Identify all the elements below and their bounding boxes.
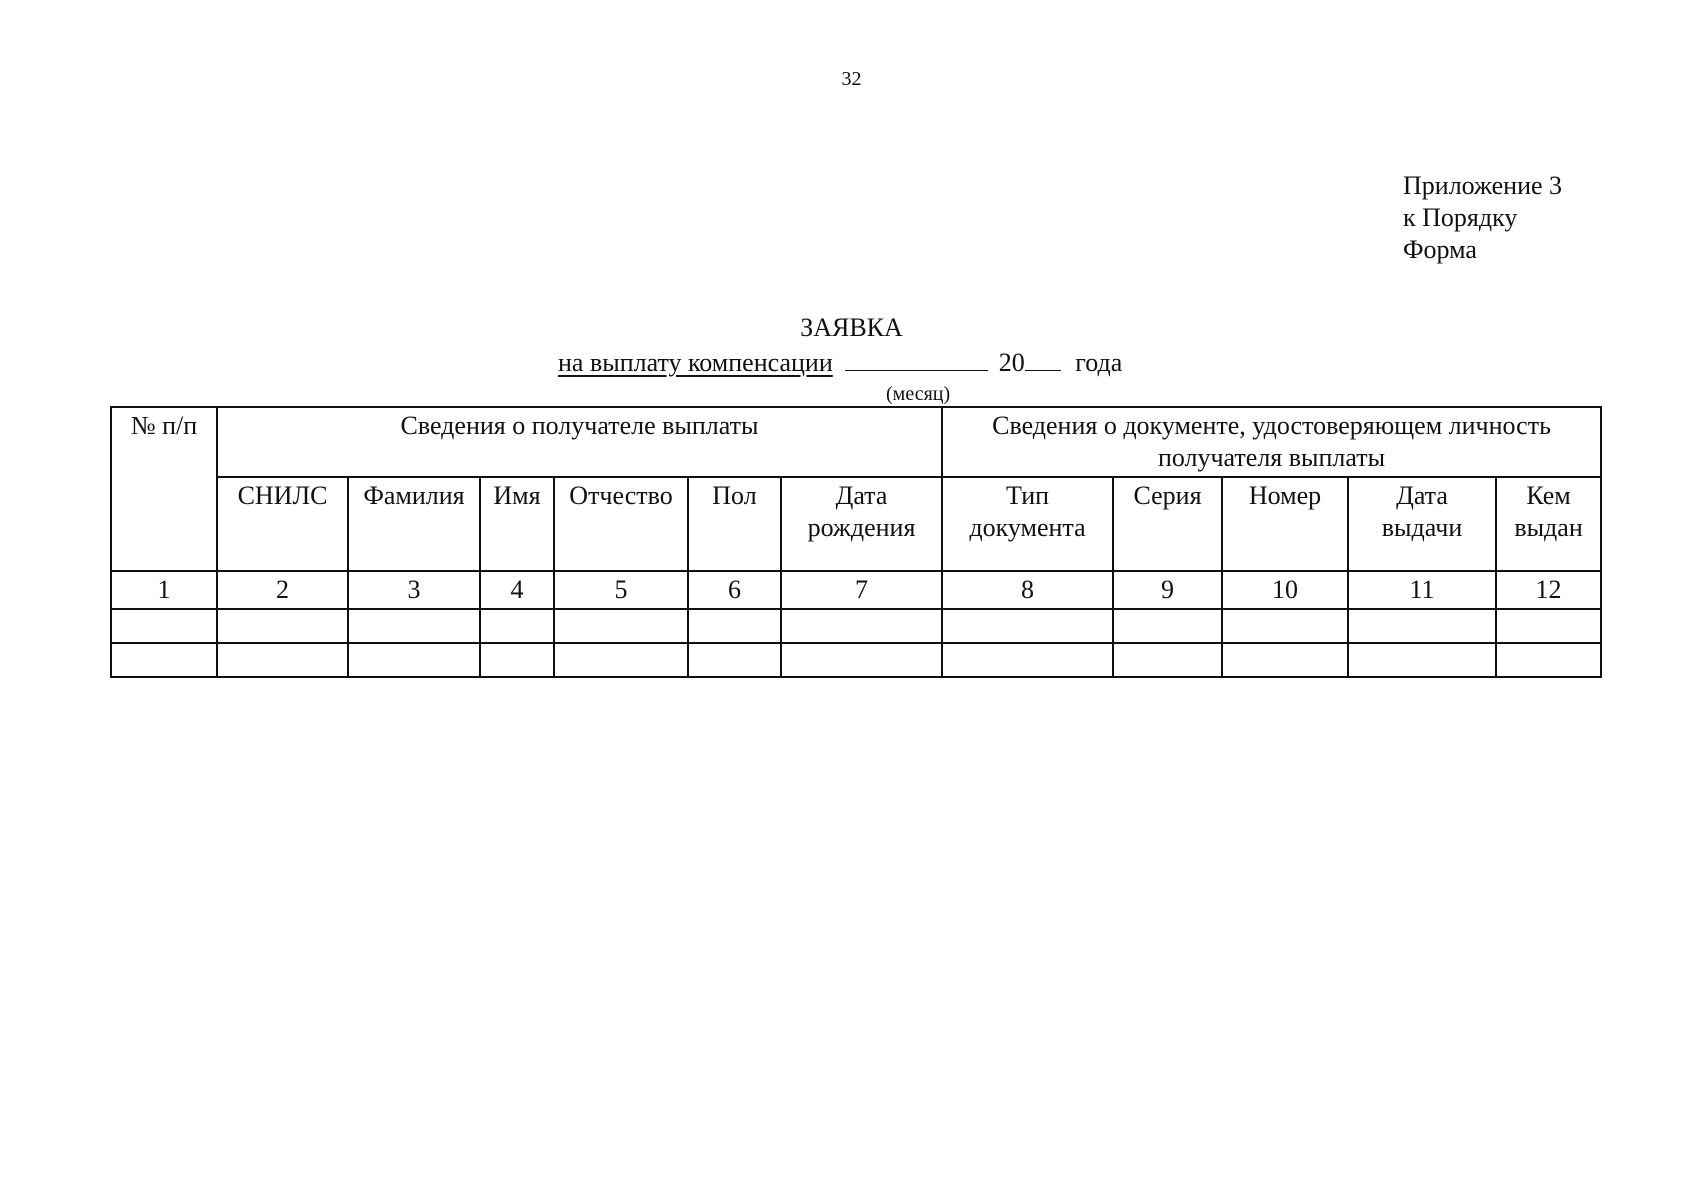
header-column: Пол — [688, 477, 781, 571]
appendix-line: Форма — [1403, 235, 1477, 264]
month-blank — [845, 346, 988, 371]
column-number: 5 — [554, 571, 688, 609]
table-cell — [1113, 609, 1222, 643]
table-header-row — [111, 407, 1601, 477]
table-row — [111, 609, 1601, 643]
header-column: СНИЛС — [217, 477, 348, 571]
header-column: Серия — [1113, 477, 1222, 571]
header-column: Кем выдан — [1496, 477, 1601, 571]
table-cell — [781, 609, 942, 643]
column-number: 6 — [688, 571, 781, 609]
header-column: Дата выдачи — [1348, 477, 1496, 571]
year-suffix: года — [1075, 348, 1123, 377]
year-prefix: 20 — [998, 348, 1025, 377]
table-cell — [1222, 643, 1348, 677]
column-number: 8 — [942, 571, 1113, 609]
table-cell — [688, 609, 781, 643]
table-cell — [1113, 643, 1222, 677]
appendix-line: Приложение 3 — [1403, 171, 1563, 200]
column-number: 12 — [1496, 571, 1601, 609]
column-number: 11 — [1348, 571, 1496, 609]
table-cell — [217, 609, 348, 643]
year-blank — [1025, 346, 1061, 371]
appendix-block — [1403, 170, 1562, 266]
page-number: 32 — [841, 68, 862, 90]
column-number: 4 — [480, 571, 554, 609]
header-column: Имя — [480, 477, 554, 571]
table-cell — [554, 643, 688, 677]
header-group-document: Сведения о документе, удостоверяющем личность получателя выплаты — [942, 407, 1601, 477]
appendix-line: к Порядку — [1403, 203, 1518, 232]
table-cell — [1348, 643, 1496, 677]
table-subheader-row — [111, 477, 1601, 571]
column-number-row — [111, 571, 1601, 609]
table-cell — [1496, 609, 1601, 643]
document-title: ЗАЯВКА — [800, 313, 903, 342]
table-cell — [348, 643, 480, 677]
table-cell — [942, 643, 1113, 677]
column-number: 3 — [348, 571, 480, 609]
header-column: Тип документа — [942, 477, 1113, 571]
table-cell — [1348, 609, 1496, 643]
table-cell — [217, 643, 348, 677]
table-cell — [111, 609, 217, 643]
table-cell — [480, 609, 554, 643]
application-table — [110, 406, 1602, 678]
column-number: 9 — [1113, 571, 1222, 609]
column-number: 2 — [217, 571, 348, 609]
header-number: № п/п — [111, 407, 217, 571]
header-column: Дата рождения — [781, 477, 942, 571]
table-cell — [688, 643, 781, 677]
table-cell — [348, 609, 480, 643]
table-cell — [1222, 609, 1348, 643]
table-cell — [942, 609, 1113, 643]
table-cell — [1496, 643, 1601, 677]
header-group-recipient: Сведения о получателе выплаты — [217, 407, 942, 477]
table-cell — [480, 643, 554, 677]
column-number: 10 — [1222, 571, 1348, 609]
header-column: Номер — [1222, 477, 1348, 571]
month-caption: (месяц) — [886, 383, 951, 405]
subtitle-text: на выплату компенсации — [558, 348, 833, 377]
table-row — [111, 643, 1601, 677]
column-number: 7 — [781, 571, 942, 609]
table-cell — [111, 643, 217, 677]
header-column: Фамилия — [348, 477, 480, 571]
column-number: 1 — [111, 571, 217, 609]
header-column: Отчество — [554, 477, 688, 571]
table-cell — [554, 609, 688, 643]
document-subtitle — [558, 346, 1122, 378]
table-cell — [781, 643, 942, 677]
